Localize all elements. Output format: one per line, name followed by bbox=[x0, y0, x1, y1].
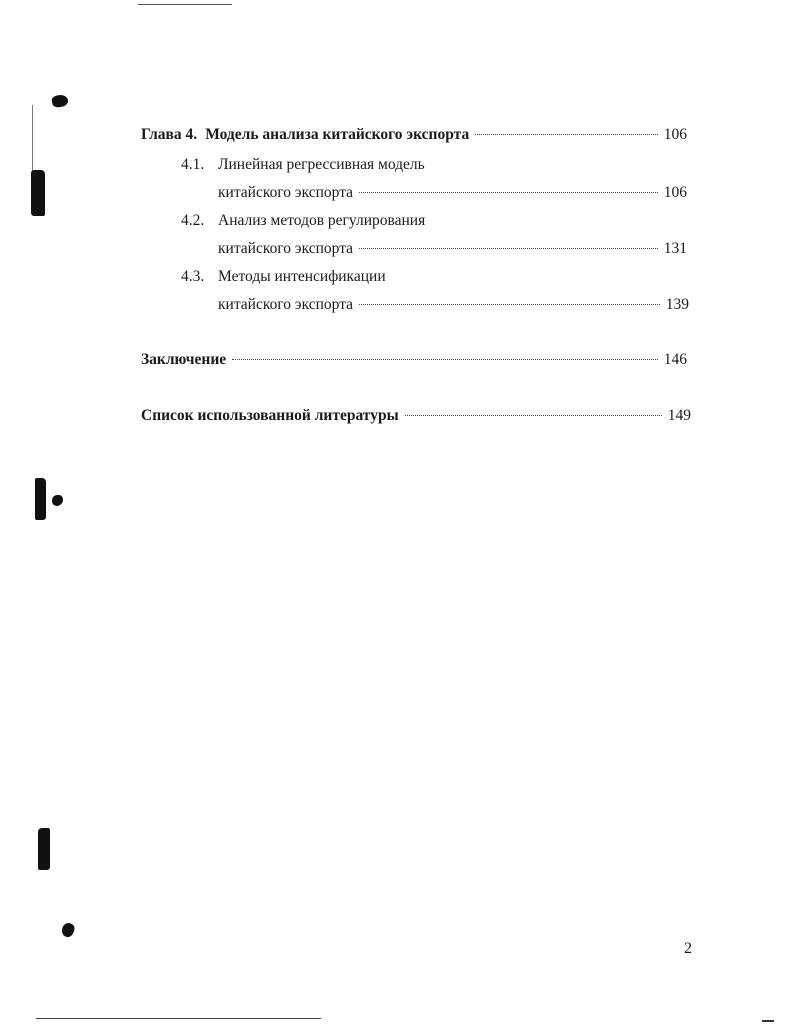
section-number: 4.2. bbox=[181, 212, 205, 229]
dot-leader bbox=[405, 415, 662, 416]
toc-entry-4-2-second-line[interactable] bbox=[218, 240, 687, 258]
page-number: 131 bbox=[663, 240, 687, 257]
page-number: 139 bbox=[665, 296, 689, 313]
section-title: Анализ методов регулирования bbox=[218, 212, 426, 229]
scan-corner-dash bbox=[762, 1020, 774, 1022]
section-number: 4.1. bbox=[181, 156, 205, 173]
page-number: 106 bbox=[663, 184, 687, 201]
toc-entry-conclusion[interactable] bbox=[141, 351, 687, 369]
section-number: 4.3. bbox=[181, 268, 205, 285]
section-title: Линейная регрессивная модель bbox=[218, 156, 425, 173]
toc-entry-references[interactable] bbox=[141, 407, 691, 425]
toc-entry-chapter-4[interactable] bbox=[141, 126, 687, 144]
section-title-continued: китайского экспорта bbox=[218, 184, 354, 201]
page-number: 149 bbox=[667, 407, 691, 424]
scan-blot bbox=[52, 495, 63, 506]
dot-leader bbox=[359, 192, 658, 193]
dot-leader bbox=[475, 134, 658, 135]
scan-blot bbox=[31, 170, 45, 216]
conclusion-title: Заключение bbox=[141, 351, 227, 368]
chapter-label: Глава 4. bbox=[141, 126, 198, 143]
scan-blot bbox=[35, 478, 46, 520]
scan-blot bbox=[60, 921, 76, 938]
toc-entry-4-1-first-line[interactable] bbox=[181, 156, 425, 174]
dot-leader bbox=[359, 304, 660, 305]
dot-leader bbox=[232, 359, 658, 360]
scan-blot bbox=[51, 94, 69, 109]
page-number: 146 bbox=[663, 351, 687, 368]
section-title: Методы интенсификации bbox=[218, 268, 386, 285]
page-footer-number: 2 bbox=[684, 940, 692, 957]
toc-entry-4-3-second-line[interactable] bbox=[218, 296, 689, 314]
section-title-continued: китайского экспорта bbox=[218, 240, 354, 257]
toc-entry-4-1-second-line[interactable] bbox=[218, 184, 687, 202]
dot-leader bbox=[359, 248, 658, 249]
page-number: 106 bbox=[663, 126, 687, 143]
references-title: Список использованной литературы bbox=[141, 407, 399, 424]
toc-entry-4-2-first-line[interactable] bbox=[181, 212, 425, 230]
section-title-continued: китайского экспорта bbox=[218, 296, 354, 313]
scan-rule-bottom bbox=[36, 1018, 321, 1019]
scan-rule-top bbox=[138, 4, 232, 5]
chapter-title: Модель анализа китайского экспорта bbox=[205, 126, 470, 143]
toc-entry-4-3-first-line[interactable] bbox=[181, 268, 386, 286]
scan-blot bbox=[38, 828, 50, 870]
